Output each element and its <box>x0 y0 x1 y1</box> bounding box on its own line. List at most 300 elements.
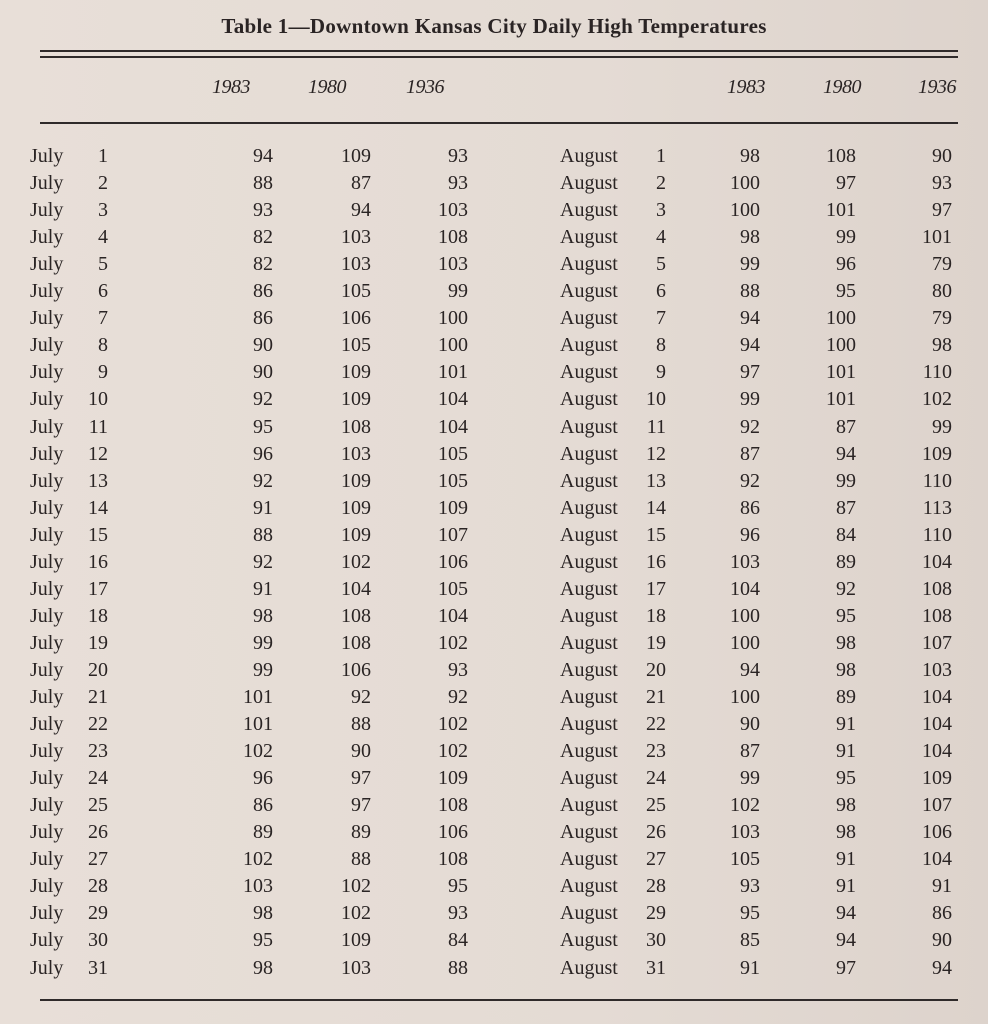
day-label: 1 <box>98 145 108 167</box>
table-row <box>30 197 468 224</box>
month-label: August <box>560 334 618 357</box>
temperature-cell-1936: 104 <box>922 686 952 708</box>
month-label: July <box>30 929 64 952</box>
month-label: August <box>560 199 618 222</box>
temperature-cell-1980: 101 <box>826 388 856 411</box>
month-label: July <box>30 199 64 222</box>
day-label: 9 <box>656 361 666 384</box>
month-label: August <box>560 956 618 979</box>
month-label: July <box>30 902 64 925</box>
day-label: 20 <box>88 658 108 681</box>
temperature-cell-1936: 109 <box>438 496 468 519</box>
day-label: 3 <box>98 199 108 222</box>
day-label: 14 <box>646 496 666 519</box>
temperature-cell-1983: 94 <box>740 307 760 330</box>
table-row <box>30 251 468 278</box>
temperature-cell-1936: 106 <box>922 821 952 844</box>
temperature-cell-1980: 109 <box>341 145 371 167</box>
temperature-cell-1980: 102 <box>341 902 371 925</box>
col-header-aug-1983: 1983 <box>727 76 765 98</box>
temperature-cell-1936: 104 <box>922 550 952 573</box>
header-rule <box>40 122 958 124</box>
temperature-cell-1983: 92 <box>253 469 273 492</box>
temperature-cell-1983: 91 <box>740 956 760 979</box>
temperature-cell-1983: 88 <box>253 523 273 546</box>
temperature-cell-1983: 86 <box>253 794 273 817</box>
temperature-cell-1983: 96 <box>740 523 760 546</box>
day-label: 16 <box>646 550 666 573</box>
table-row <box>560 468 960 495</box>
table-row <box>560 143 960 170</box>
temperature-cell-1980: 106 <box>341 658 371 681</box>
month-label: August <box>560 361 618 384</box>
day-label: 11 <box>646 415 666 438</box>
day-label: 19 <box>646 631 666 654</box>
top-rule-2 <box>40 56 958 58</box>
temperature-cell-1936: 108 <box>438 848 468 871</box>
temperature-cell-1983: 103 <box>730 821 760 844</box>
day-label: 26 <box>88 821 108 844</box>
table-row <box>30 441 468 468</box>
month-label: August <box>560 902 618 925</box>
month-label: August <box>560 929 618 952</box>
temperature-cell-1980: 99 <box>836 469 856 492</box>
day-label: 7 <box>98 307 108 330</box>
temperature-cell-1983: 86 <box>253 280 273 303</box>
table-row <box>560 549 960 576</box>
day-label: 18 <box>646 604 666 627</box>
table-row <box>560 765 960 792</box>
table-row <box>30 873 468 900</box>
temperature-cell-1936: 108 <box>438 794 468 817</box>
temperature-cell-1936: 108 <box>922 577 952 600</box>
month-label: August <box>560 550 618 573</box>
temperature-cell-1936: 102 <box>438 713 468 736</box>
temperature-cell-1936: 106 <box>438 550 468 573</box>
month-label: July <box>30 794 64 817</box>
day-label: 28 <box>88 875 108 898</box>
temperature-cell-1980: 94 <box>836 929 856 952</box>
table-row <box>30 819 468 846</box>
day-label: 6 <box>656 280 666 303</box>
table-row <box>30 955 468 982</box>
table-row <box>560 278 960 305</box>
table-row <box>30 224 468 251</box>
table-row <box>30 414 468 441</box>
temperature-cell-1980: 103 <box>341 253 371 276</box>
temperature-cell-1936: 79 <box>932 253 952 276</box>
table-row <box>30 927 468 954</box>
temperature-cell-1936: 106 <box>438 821 468 844</box>
month-label: August <box>560 631 618 654</box>
temperature-cell-1980: 109 <box>341 523 371 546</box>
temperature-cell-1980: 95 <box>836 604 856 627</box>
day-label: 10 <box>646 388 666 411</box>
temperature-cell-1983: 89 <box>253 821 273 844</box>
temperature-cell-1983: 100 <box>730 604 760 627</box>
table-row <box>30 900 468 927</box>
month-label: July <box>30 334 64 357</box>
day-label: 22 <box>646 713 666 736</box>
month-label: August <box>560 226 618 249</box>
temperature-cell-1936: 84 <box>448 929 468 952</box>
temperature-cell-1983: 99 <box>740 767 760 790</box>
day-label: 29 <box>88 902 108 925</box>
month-label: July <box>30 415 64 438</box>
temperature-cell-1983: 98 <box>253 604 273 627</box>
temperature-cell-1936: 104 <box>438 604 468 627</box>
temperature-cell-1936: 113 <box>922 496 952 519</box>
table-row <box>560 495 960 522</box>
temperature-cell-1936: 107 <box>922 794 952 817</box>
temperature-cell-1980: 102 <box>341 875 371 898</box>
month-label: July <box>30 686 64 708</box>
temperature-cell-1936: 103 <box>438 199 468 222</box>
day-label: 17 <box>88 577 108 600</box>
temperature-cell-1936: 104 <box>922 713 952 736</box>
table-row <box>30 386 468 413</box>
table-row <box>560 630 960 657</box>
table-row <box>560 792 960 819</box>
month-label: July <box>30 361 64 384</box>
month-label: August <box>560 172 618 195</box>
day-label: 19 <box>88 631 108 654</box>
day-label: 2 <box>656 172 666 195</box>
temperature-cell-1983: 95 <box>253 415 273 438</box>
temperature-cell-1983: 100 <box>730 172 760 195</box>
temperature-cell-1980: 91 <box>836 740 856 763</box>
temperature-cell-1936: 90 <box>932 145 952 167</box>
temperature-cell-1983: 92 <box>253 388 273 411</box>
temperature-cell-1980: 100 <box>826 307 856 330</box>
temperature-cell-1936: 105 <box>438 469 468 492</box>
temperature-cell-1980: 104 <box>341 577 371 600</box>
temperature-cell-1980: 108 <box>826 145 856 167</box>
month-label: July <box>30 226 64 249</box>
temperature-cell-1936: 104 <box>922 740 952 763</box>
temperature-cell-1980: 98 <box>836 658 856 681</box>
temperature-cell-1936: 110 <box>922 361 952 384</box>
temperature-cell-1936: 102 <box>438 631 468 654</box>
month-label: August <box>560 253 618 276</box>
temperature-cell-1983: 100 <box>730 686 760 708</box>
temperature-cell-1983: 105 <box>730 848 760 871</box>
temperature-cell-1983: 100 <box>730 631 760 654</box>
table-row <box>30 603 468 630</box>
month-label: August <box>560 442 618 465</box>
table-row <box>30 170 468 197</box>
table-row <box>560 846 960 873</box>
table-row <box>30 711 468 738</box>
month-label: July <box>30 875 64 898</box>
temperature-cell-1983: 90 <box>253 361 273 384</box>
temperature-cell-1983: 98 <box>253 902 273 925</box>
month-label: August <box>560 821 618 844</box>
day-label: 28 <box>646 875 666 898</box>
day-label: 20 <box>646 658 666 681</box>
table-row <box>30 278 468 305</box>
temperature-cell-1983: 99 <box>740 388 760 411</box>
temperature-cell-1936: 100 <box>438 334 468 357</box>
month-label: August <box>560 280 618 303</box>
temperature-cell-1983: 102 <box>243 740 273 763</box>
temperature-cell-1980: 97 <box>351 794 371 817</box>
table-row <box>30 549 468 576</box>
month-label: July <box>30 253 64 276</box>
month-label: July <box>30 388 64 411</box>
temperature-cell-1983: 99 <box>740 253 760 276</box>
day-label: 23 <box>88 740 108 763</box>
temperature-cell-1983: 86 <box>740 496 760 519</box>
temperature-cell-1980: 90 <box>351 740 371 763</box>
col-header-aug-1980: 1980 <box>823 76 861 98</box>
temperature-cell-1983: 101 <box>243 686 273 708</box>
temperature-cell-1936: 102 <box>438 740 468 763</box>
month-label: July <box>30 307 64 330</box>
table-row <box>30 684 468 711</box>
temperature-cell-1983: 86 <box>253 307 273 330</box>
month-label: July <box>30 442 64 465</box>
month-label: August <box>560 577 618 600</box>
temperature-cell-1983: 90 <box>740 713 760 736</box>
table-row <box>560 251 960 278</box>
temperature-cell-1983: 95 <box>740 902 760 925</box>
temperature-cell-1983: 103 <box>243 875 273 898</box>
month-label: July <box>30 496 64 519</box>
table-row <box>30 495 468 522</box>
temperature-cell-1936: 110 <box>922 523 952 546</box>
temperature-cell-1983: 102 <box>243 848 273 871</box>
month-label: July <box>30 631 64 654</box>
temperature-cell-1936: 100 <box>438 307 468 330</box>
temperature-cell-1983: 98 <box>740 145 760 167</box>
day-label: 30 <box>88 929 108 952</box>
temperature-cell-1983: 91 <box>253 577 273 600</box>
table-row <box>30 305 468 332</box>
temperature-cell-1936: 93 <box>932 172 952 195</box>
temperature-cell-1983: 96 <box>253 442 273 465</box>
temperature-cell-1936: 86 <box>932 902 952 925</box>
month-label: July <box>30 280 64 303</box>
month-label: July <box>30 172 64 195</box>
table-row <box>560 170 960 197</box>
col-header-july-1983: 1983 <box>212 76 250 98</box>
month-label: July <box>30 767 64 790</box>
table-row <box>30 143 468 170</box>
day-label: 14 <box>88 496 108 519</box>
temperature-cell-1980: 105 <box>341 334 371 357</box>
month-label: July <box>30 821 64 844</box>
day-label: 24 <box>88 767 108 790</box>
temperature-cell-1983: 100 <box>730 199 760 222</box>
temperature-cell-1936: 104 <box>438 415 468 438</box>
temperature-cell-1980: 105 <box>341 280 371 303</box>
day-label: 10 <box>88 388 108 411</box>
temperature-cell-1980: 87 <box>836 415 856 438</box>
temperature-cell-1936: 104 <box>438 388 468 411</box>
temperature-cell-1980: 98 <box>836 794 856 817</box>
temperature-cell-1980: 109 <box>341 388 371 411</box>
temperature-cell-1936: 107 <box>922 631 952 654</box>
day-label: 11 <box>88 415 108 438</box>
month-label: August <box>560 686 618 708</box>
temperature-cell-1936: 97 <box>932 199 952 222</box>
table-row <box>560 576 960 603</box>
col-header-july-1936: 1936 <box>406 76 444 98</box>
month-label: July <box>30 658 64 681</box>
temperature-cell-1936: 104 <box>922 848 952 871</box>
table-row <box>560 441 960 468</box>
temperature-cell-1936: 103 <box>922 658 952 681</box>
table-row <box>30 792 468 819</box>
table-row <box>560 684 960 711</box>
bottom-rule <box>40 999 958 1001</box>
temperature-cell-1936: 109 <box>922 442 952 465</box>
table-row <box>560 414 960 441</box>
temperature-cell-1980: 109 <box>341 361 371 384</box>
temperature-cell-1983: 92 <box>740 415 760 438</box>
day-label: 13 <box>646 469 666 492</box>
temperature-cell-1936: 110 <box>922 469 952 492</box>
temperature-cell-1980: 92 <box>836 577 856 600</box>
day-label: 9 <box>98 361 108 384</box>
temperature-cell-1983: 99 <box>253 658 273 681</box>
temperature-cell-1980: 87 <box>836 496 856 519</box>
temperature-cell-1983: 91 <box>253 496 273 519</box>
month-label: August <box>560 496 618 519</box>
table-row <box>560 900 960 927</box>
temperature-cell-1936: 103 <box>438 253 468 276</box>
temperature-cell-1980: 91 <box>836 713 856 736</box>
temperature-cell-1983: 88 <box>253 172 273 195</box>
temperature-cell-1936: 109 <box>438 767 468 790</box>
month-label: July <box>30 604 64 627</box>
month-label: July <box>30 740 64 763</box>
temperature-cell-1980: 101 <box>826 199 856 222</box>
temperature-cell-1936: 102 <box>922 388 952 411</box>
table-row <box>30 846 468 873</box>
temperature-cell-1983: 99 <box>253 631 273 654</box>
month-label: July <box>30 577 64 600</box>
day-label: 24 <box>646 767 666 790</box>
temperature-cell-1983: 94 <box>740 334 760 357</box>
temperature-cell-1936: 105 <box>438 577 468 600</box>
temperature-cell-1936: 79 <box>932 307 952 330</box>
day-label: 13 <box>88 469 108 492</box>
table-row <box>560 738 960 765</box>
temperature-cell-1983: 94 <box>740 658 760 681</box>
temperature-cell-1936: 88 <box>448 956 468 979</box>
table-row <box>30 630 468 657</box>
table-row <box>30 332 468 359</box>
temperature-cell-1980: 101 <box>826 361 856 384</box>
day-label: 21 <box>88 686 108 708</box>
temperature-cell-1936: 94 <box>932 956 952 979</box>
month-label: August <box>560 307 618 330</box>
temperature-cell-1936: 91 <box>932 875 952 898</box>
day-label: 4 <box>656 226 666 249</box>
temperature-cell-1983: 93 <box>740 875 760 898</box>
temperature-cell-1983: 90 <box>253 334 273 357</box>
temperature-cell-1980: 94 <box>836 902 856 925</box>
temperature-cell-1980: 100 <box>826 334 856 357</box>
table-row <box>560 955 960 982</box>
temperature-cell-1983: 93 <box>253 199 273 222</box>
table-row <box>560 386 960 413</box>
month-label: August <box>560 875 618 898</box>
temperature-cell-1983: 95 <box>253 929 273 952</box>
top-rule-1 <box>40 50 958 52</box>
temperature-cell-1983: 98 <box>253 956 273 979</box>
temperature-cell-1983: 103 <box>730 550 760 573</box>
month-label: August <box>560 658 618 681</box>
day-label: 4 <box>98 226 108 249</box>
day-label: 22 <box>88 713 108 736</box>
temperature-cell-1980: 91 <box>836 875 856 898</box>
temperature-cell-1983: 82 <box>253 253 273 276</box>
temperature-cell-1983: 104 <box>730 577 760 600</box>
temperature-cell-1983: 87 <box>740 442 760 465</box>
temperature-cell-1983: 97 <box>740 361 760 384</box>
temperature-cell-1980: 87 <box>351 172 371 195</box>
day-label: 3 <box>656 199 666 222</box>
temperature-cell-1980: 97 <box>836 172 856 195</box>
temperature-cell-1936: 92 <box>448 686 468 708</box>
temperature-cell-1980: 98 <box>836 821 856 844</box>
day-label: 25 <box>88 794 108 817</box>
month-label: August <box>560 713 618 736</box>
table-row <box>560 332 960 359</box>
temperature-cell-1936: 108 <box>922 604 952 627</box>
temperature-cell-1936: 99 <box>448 280 468 303</box>
temperature-cell-1983: 102 <box>730 794 760 817</box>
table-row <box>560 522 960 549</box>
month-label: August <box>560 848 618 871</box>
temperature-cell-1980: 97 <box>836 956 856 979</box>
temperature-cell-1980: 98 <box>836 631 856 654</box>
temperature-cell-1980: 103 <box>341 442 371 465</box>
month-label: August <box>560 604 618 627</box>
day-label: 12 <box>88 442 108 465</box>
day-label: 12 <box>646 442 666 465</box>
day-label: 18 <box>88 604 108 627</box>
temperature-cell-1936: 93 <box>448 658 468 681</box>
table-row <box>30 738 468 765</box>
table-row <box>560 657 960 684</box>
temperature-cell-1983: 96 <box>253 767 273 790</box>
month-label: August <box>560 388 618 411</box>
temperature-cell-1980: 88 <box>351 713 371 736</box>
month-label: July <box>30 848 64 871</box>
table-row <box>560 305 960 332</box>
temperature-cell-1980: 94 <box>836 442 856 465</box>
table-row <box>30 657 468 684</box>
temperature-cell-1980: 108 <box>341 415 371 438</box>
month-label: August <box>560 767 618 790</box>
day-label: 27 <box>646 848 666 871</box>
temperature-cell-1980: 95 <box>836 280 856 303</box>
temperature-cell-1936: 99 <box>932 415 952 438</box>
temperature-cell-1980: 96 <box>836 253 856 276</box>
temperature-cell-1936: 95 <box>448 875 468 898</box>
month-label: August <box>560 740 618 763</box>
table-row <box>560 224 960 251</box>
table-row <box>560 927 960 954</box>
temperature-cell-1980: 89 <box>836 550 856 573</box>
month-label: August <box>560 794 618 817</box>
temperature-cell-1980: 109 <box>341 929 371 952</box>
day-label: 31 <box>646 956 666 979</box>
